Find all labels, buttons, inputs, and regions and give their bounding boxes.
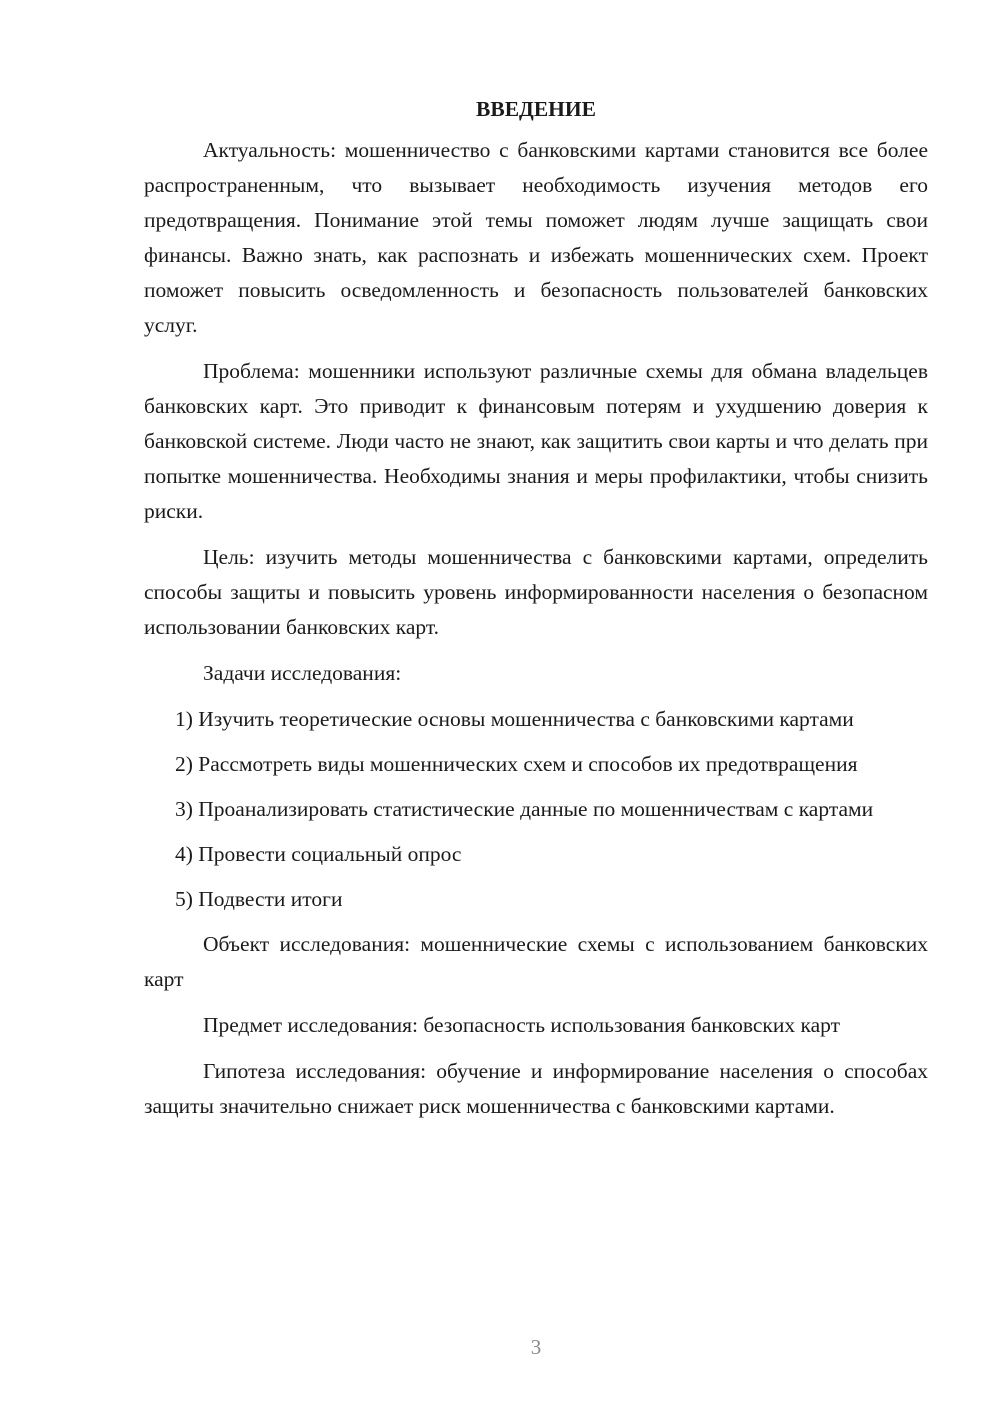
relevance-paragraph: Актуальность: мошенничество с банковскими картами становится все более распространенным, что вызывает необходимость изучения методов его предотвращения. Понимание этой темы поможет людям лучше защищать свои финансы. Важно знать, как распознать и избежать мошеннических схем. Проект поможет повысить осведомленность и безопасность пользователей банковских услуг.	[144, 138, 928, 337]
task-item: 3) Проанализировать статистические данные по мошенничествам с картами	[175, 797, 874, 821]
goal-paragraph: Цель: изучить методы мошенничества с банковскими картами, определить способы защиты и повысить уровень информированности населения о безопасном использовании банковских карт.	[144, 545, 928, 639]
page-number: 3	[530, 1335, 542, 1359]
page-content	[144, 92, 928, 1135]
page-title: ВВЕДЕНИЕ	[476, 97, 596, 121]
task-item: 4) Провести социальный опрос	[175, 842, 462, 866]
subject-paragraph: Предмет исследования: безопасность использования банковских карт	[203, 1013, 841, 1037]
object-paragraph: Объект исследования: мошеннические схемы с использованием банковских карт	[144, 932, 928, 991]
task-item: 2) Рассмотреть виды мошеннических схем и способов их предотвращения	[175, 752, 858, 776]
tasks-heading: Задачи исследования:	[203, 661, 402, 685]
hypothesis-paragraph: Гипотеза исследования: обучение и информирование населения о способах защиты значительно снижает риск мошенничества с банковскими картами.	[144, 1059, 928, 1118]
task-item: 5) Подвести итоги	[175, 887, 343, 911]
problem-paragraph: Проблема: мошенники используют различные схемы для обмана владельцев банковских карт. Это приводит к финансовым потерям и ухудшению доверия к банковской системе. Люди часто не знают, как защитить свои карты и что делать при попытке мошенничества. Необходимы знания и меры профилактики, чтобы снизить риски.	[144, 359, 928, 523]
task-item: 1) Изучить теоретические основы мошенничества с банковскими картами	[175, 707, 854, 731]
